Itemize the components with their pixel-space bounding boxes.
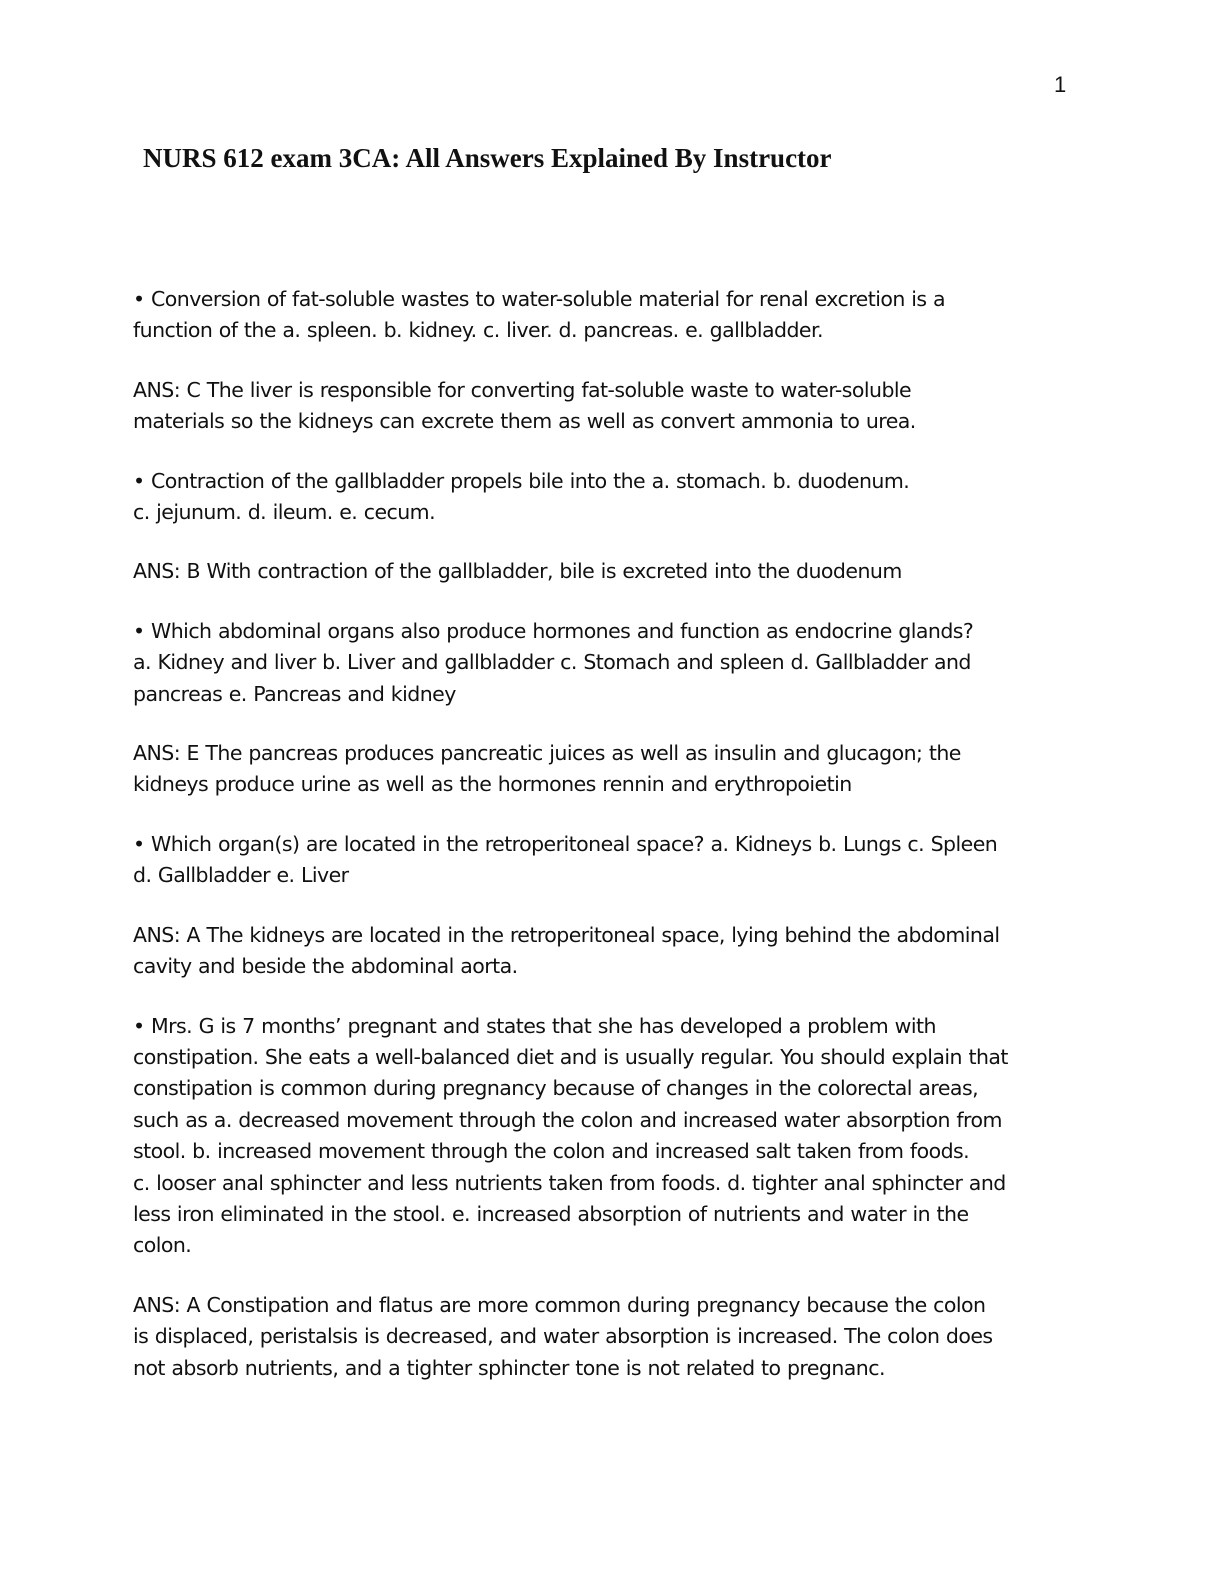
answer-2: ANS: B With contraction of the gallbladder, bile is excreted into the duodenum <box>133 559 902 584</box>
answer-3: ANS: E The pancreas produces pancreatic juices as well as insulin and glucagon; the kidneys produce urine as well as the hormones rennin and erythropoietin <box>133 741 961 797</box>
page-number: 1 <box>1054 72 1067 97</box>
answer-5: ANS: A Constipation and flatus are more common during pregnancy because the colon is displaced, peristalsis is decreased, and water absorption is increased. The colon does not absorb nutrients, and a tighter sphincter tone is not related to pregnanc. <box>133 1292 993 1380</box>
document-title: NURS 612 exam 3CA: All Answers Explained By Instructor <box>143 143 832 173</box>
question-3: • Which abdominal organs also produce hormones and function as endocrine glands? a. Kidney and liver b. Liver and gallbladder c. Stomach and spleen d. Gallbladder and pancreas e. Pancreas and kidney <box>133 618 974 706</box>
question-2: • Contraction of the gallbladder propels bile into the a. stomach. b. duodenum. c. jejunum. d. ileum. e. cecum. <box>133 468 910 525</box>
question-4: • Which organ(s) are located in the retroperitoneal space? a. Kidneys b. Lungs c. Spleen d. Gallbladder e. Liver <box>133 831 998 888</box>
document-body <box>133 284 1083 1412</box>
answer-4: ANS: A The kidneys are located in the retroperitoneal space, lying behind the abdominal cavity and beside the abdominal aorta. <box>133 922 1000 979</box>
question-1: • Conversion of fat-soluble wastes to water-soluble material for renal excretion is a function of the a. spleen. b. kidney. c. liver. d. pancreas. e. gallbladder. <box>133 287 946 343</box>
answer-1: ANS: C The liver is responsible for converting fat-soluble waste to water-soluble materials so the kidneys can excrete them as well as convert ammonia to urea. <box>133 377 916 434</box>
question-5: • Mrs. G is 7 months’ pregnant and states that she has developed a problem with constipation. She eats a well-balanced diet and is usually regular. You should explain that constipation is common during pregnancy because of changes in the colorectal areas, such as a. decreased movement through the colon and increased water absorption from stool. b. increased movement through the colon and increased salt taken from foods. c. looser anal sphincter and less nutrients taken from foods. d. tighter anal sphincter and less iron eliminated in the stool. e. increased absorption of nutrients and water in the colon. <box>133 1013 1008 1258</box>
